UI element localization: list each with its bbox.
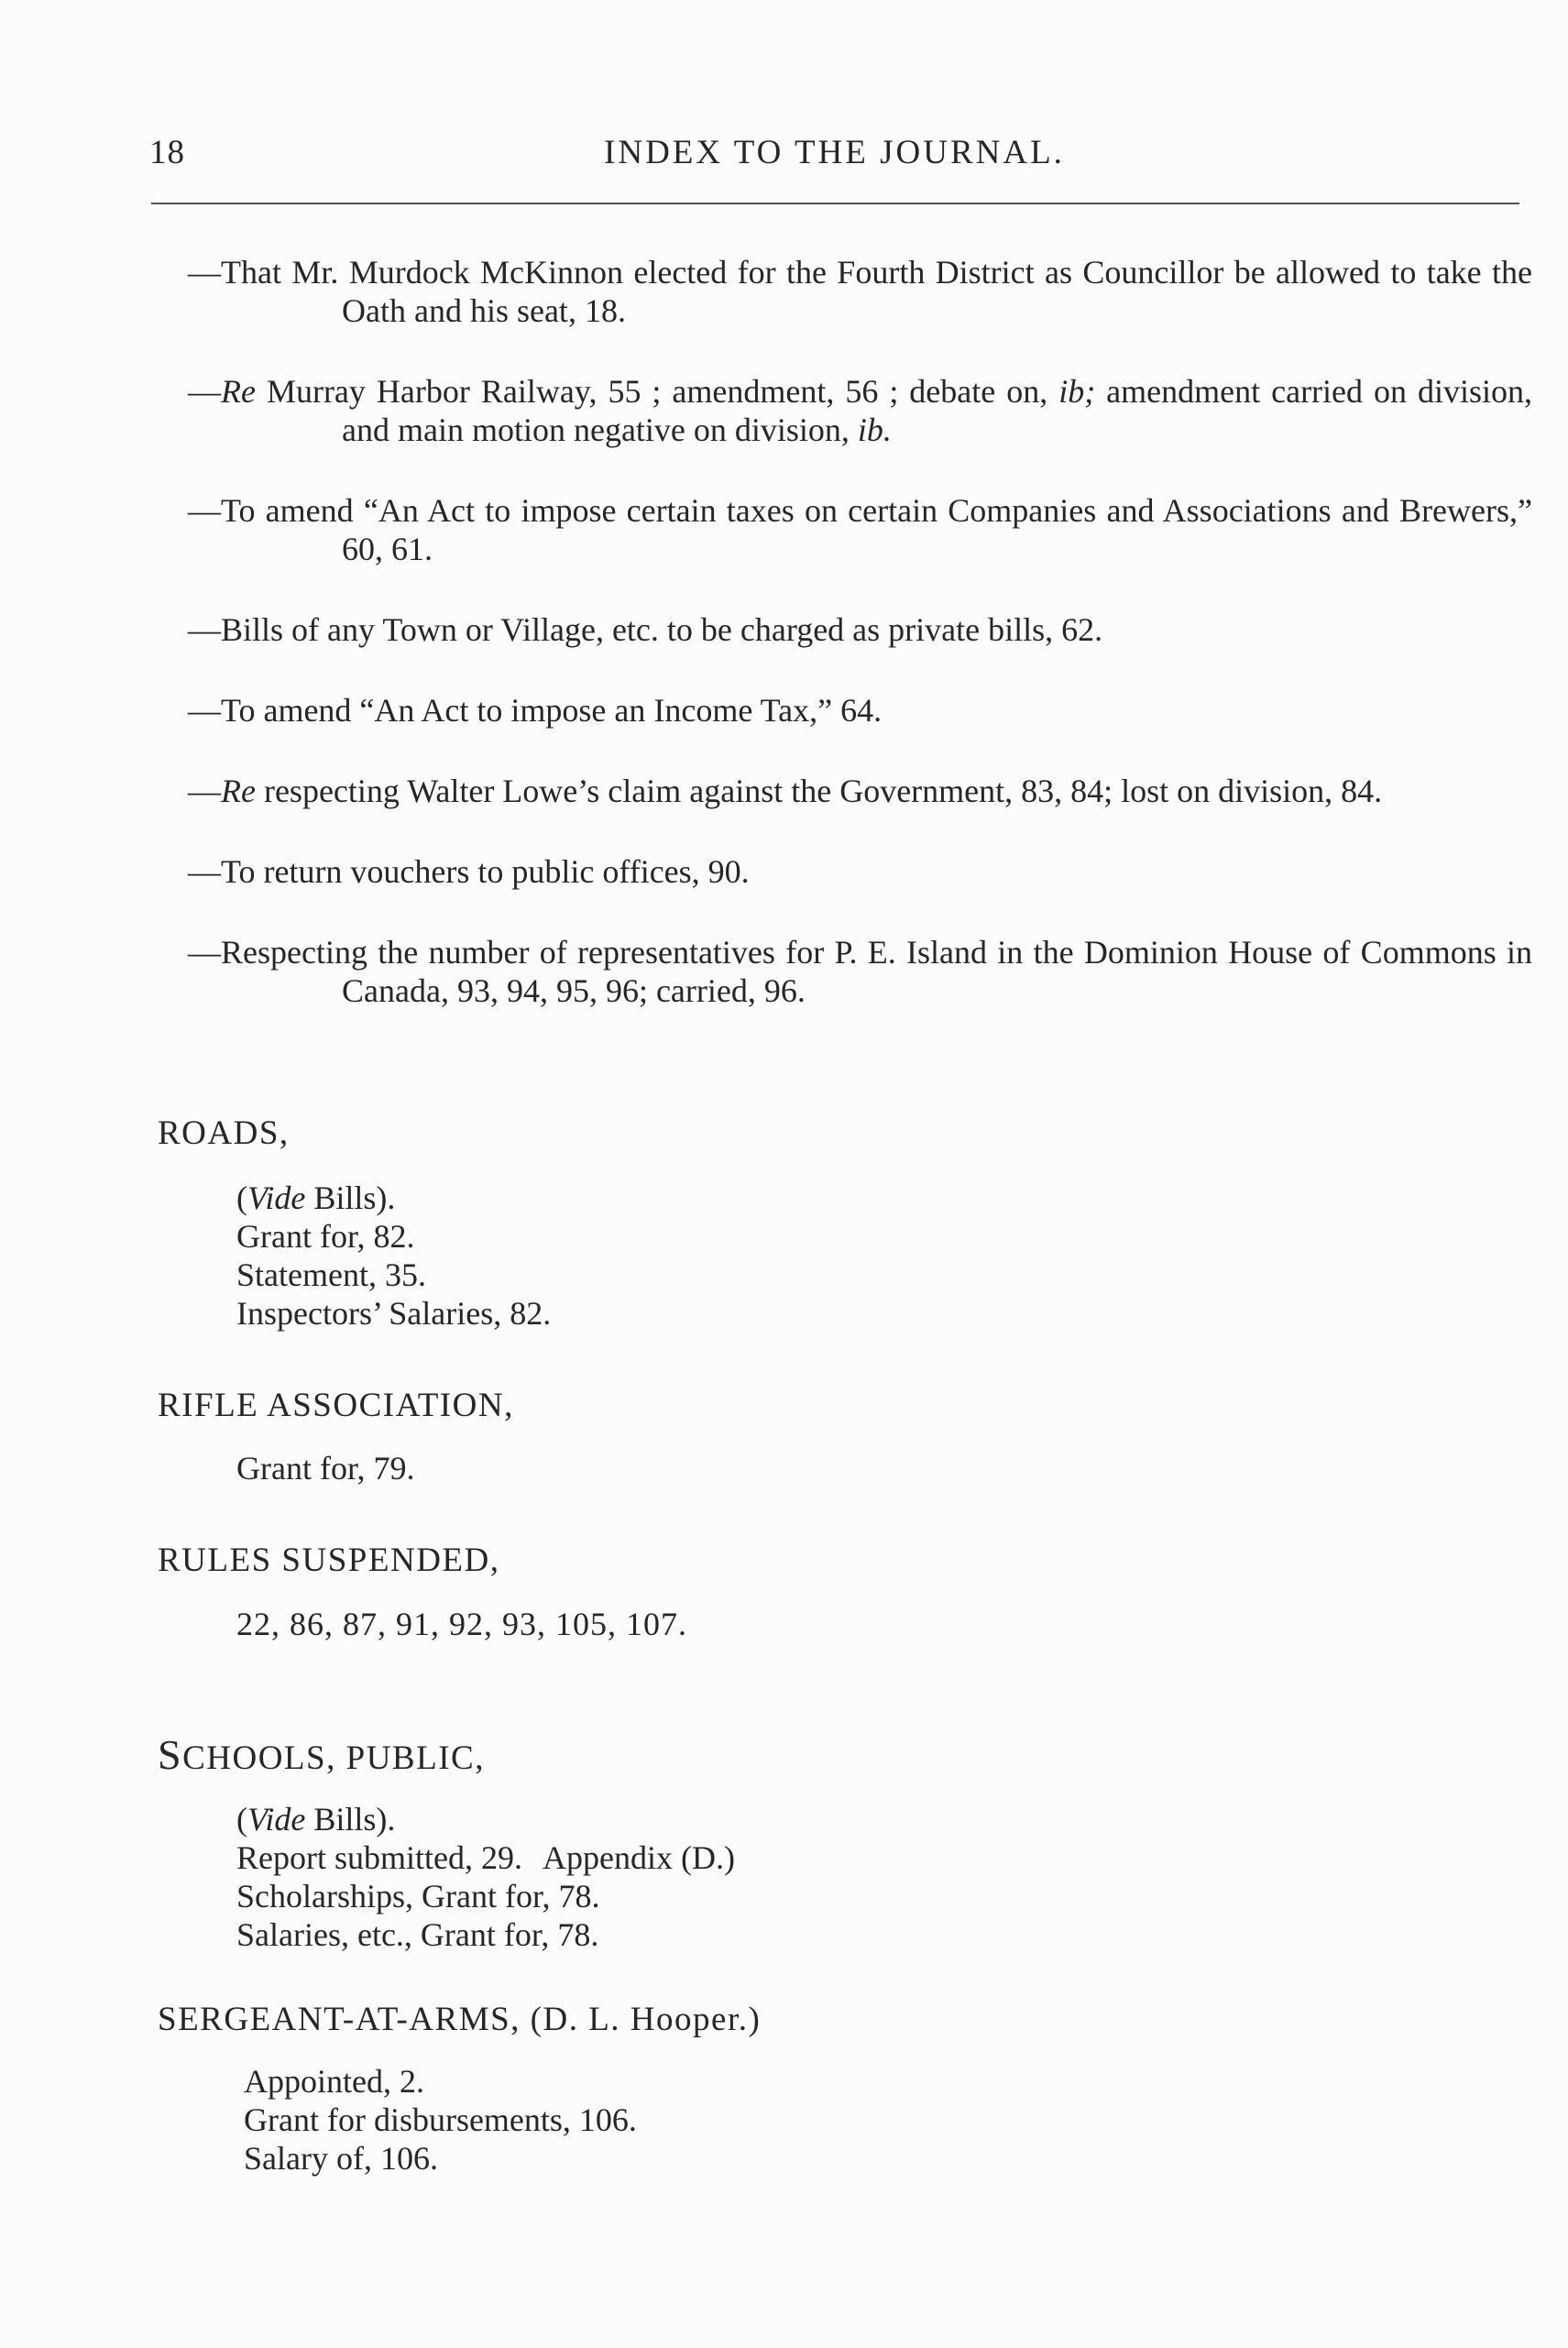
motions-list	[188, 253, 1532, 1010]
header-rule	[151, 203, 1519, 204]
list-item: Grant for disbursements, 106.	[244, 2101, 637, 2138]
motion-text: —Respecting the number of representatives for P. E. Island in the Dominion House of Commons in Canada, 93, 94, 95, 96; carried, 96.	[188, 934, 1532, 1009]
motion-italic: Re	[221, 773, 256, 809]
motion-italic: ib.	[857, 411, 892, 448]
section-heading-rules-suspended: RULES SUSPENDED,	[158, 1542, 500, 1579]
motion-dash: —	[188, 773, 221, 809]
section-heading-rifle-association: RIFLE ASSOCIATION,	[158, 1387, 514, 1424]
motion-entry	[188, 933, 1532, 1010]
motion-text: —That Mr. Murdock McKinnon elected for the Fourth District as Councillor be allowed to take the Oath and his seat, 18.	[188, 254, 1532, 329]
section-heading-schools-public	[158, 1730, 485, 1779]
list-item: Appointed, 2.	[244, 2063, 424, 2100]
motion-text: —To amend “An Act to impose certain taxes on certain Companies and Associations and Brewers,” 60, 61.	[188, 492, 1532, 567]
report-text: Report submitted, 29.	[236, 1839, 522, 1876]
section-heading-roads: ROADS,	[158, 1114, 290, 1152]
list-item: Grant for, 79.	[236, 1450, 415, 1487]
vide-rest: Bills).	[305, 1801, 396, 1838]
rules-items	[236, 1605, 687, 1643]
rifle-items	[236, 1449, 415, 1487]
motion-entry	[188, 772, 1532, 810]
heading-rest: CHOOLS, PUBLIC,	[182, 1739, 485, 1777]
list-item: 22, 86, 87, 91, 92, 93, 105, 107.	[236, 1606, 687, 1642]
motion-text: —To amend “An Act to impose an Income Tax,” 64.	[188, 692, 883, 729]
list-item: Scholarships, Grant for, 78.	[236, 1878, 600, 1915]
drop-cap: S	[158, 1731, 183, 1778]
motion-italic: ib;	[1058, 373, 1096, 410]
motion-text: amendment carried on division, and main motion negative on division,	[342, 373, 1532, 448]
list-item: Salary of, 106.	[244, 2140, 438, 2177]
sergeant-items	[244, 2062, 637, 2178]
motion-text: —To return vouchers to public offices, 90.	[188, 853, 750, 890]
list-item	[236, 1838, 735, 1877]
section-heading-sergeant-at-arms: SERGEANT-AT-ARMS, (D. L. Hooper.)	[158, 2001, 762, 2038]
motion-italic: Re	[221, 373, 256, 410]
appendix-text: Appendix (D.)	[542, 1839, 735, 1876]
page-number: 18	[149, 134, 185, 171]
motion-text: respecting Walter Lowe’s claim against the Government, 83, 84; lost on division, 84.	[255, 773, 1383, 809]
motion-entry	[188, 852, 1532, 891]
vide-rest: Bills).	[305, 1179, 396, 1216]
roads-items	[236, 1179, 551, 1333]
vide-italic: Vide	[247, 1179, 306, 1216]
schools-items	[236, 1800, 735, 1954]
running-head: INDEX TO THE JOURNAL.	[604, 134, 1065, 171]
motion-dash: —	[188, 373, 221, 410]
page-header	[149, 133, 1519, 188]
list-item: Statement, 35.	[236, 1256, 426, 1293]
list-item: Salaries, etc., Grant for, 78.	[236, 1916, 599, 1953]
list-item: (Vide Bills).	[236, 1179, 396, 1216]
vide-italic: Vide	[247, 1801, 306, 1838]
list-item: (Vide Bills).	[236, 1801, 396, 1838]
motion-entry	[188, 691, 1532, 730]
list-item: Inspectors’ Salaries, 82.	[236, 1295, 552, 1332]
motion-entry	[188, 491, 1532, 568]
motion-entry	[188, 253, 1532, 330]
motion-text: Murray Harbor Railway, 55 ; amendment, 56 ; debate on,	[255, 373, 1059, 410]
motion-entry	[188, 610, 1532, 649]
list-item: Grant for, 82.	[236, 1218, 415, 1255]
motion-entry	[188, 372, 1532, 449]
motion-text: —Bills of any Town or Village, etc. to be charged as private bills, 62.	[188, 611, 1103, 648]
